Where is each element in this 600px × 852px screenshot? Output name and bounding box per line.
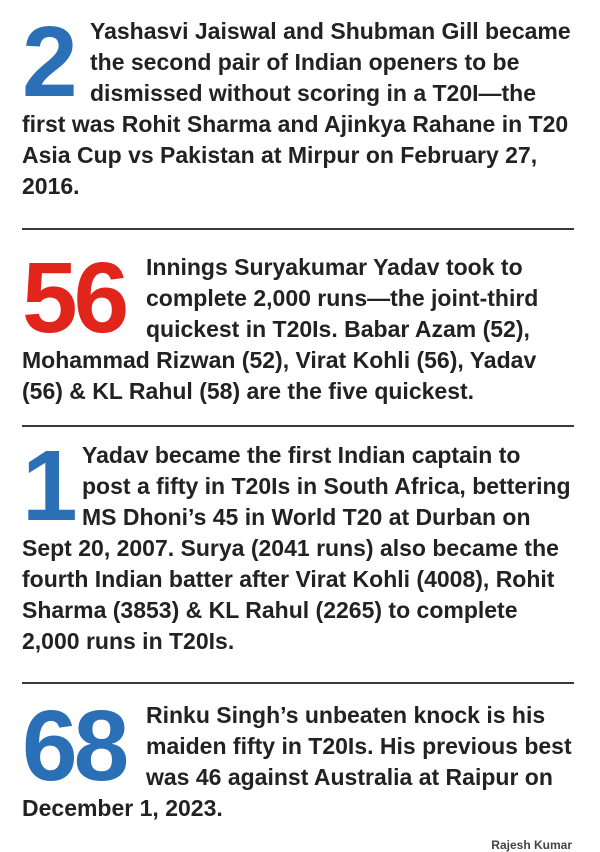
fact-text: Rinku Singh’s unbeaten knock is his maiden fifty in T20Is. His previous best was 46 against Australia at Raipur on December 1, 2023. [22, 702, 572, 821]
fact-text: Yashasvi Jaiswal and Shubman Gill became the second pair of Indian openers to be dismissed without scoring in a T20I—the first was Rohit Sharma and Ajinkya Rahane in T20 Asia Cup vs Pakistan at Mirpur on February 27, 2016. [22, 18, 571, 199]
fact-text: Yadav became the first Indian captain to post a fifty in T20Is in South Africa, bettering MS Dhoni’s 45 in World T20 at Durban on Sept 20, 2007. Surya (2041 runs) also became the fourth Indian batter after Virat Kohli (4008), Rohit Sharma (3853) & KL Rahul (2265) to complete 2,000 runs in T20Is. [22, 442, 571, 654]
fact-number: 68 [22, 690, 126, 802]
fact-first-captain-fifty [22, 430, 574, 657]
fact-maiden-fifty [22, 690, 574, 824]
divider [22, 228, 574, 230]
divider [22, 425, 574, 427]
photo-credit: Rajesh Kumar [491, 838, 572, 852]
fact-number: 56 [22, 242, 126, 354]
divider [22, 682, 574, 684]
fact-number: 2 [22, 6, 74, 118]
fact-number: 1 [22, 430, 74, 542]
fact-opening-pair-ducks [22, 6, 574, 202]
fact-text: Innings Suryakumar Yadav took to complete 2,000 runs—the joint-third quickest in T20Is. Babar Azam (52), Mohammad Rizwan (52), Virat Kohli (56), Yadav (56) & KL Rahul (58) are the five quickest. [22, 254, 539, 404]
fact-innings-to-2000 [22, 242, 574, 407]
